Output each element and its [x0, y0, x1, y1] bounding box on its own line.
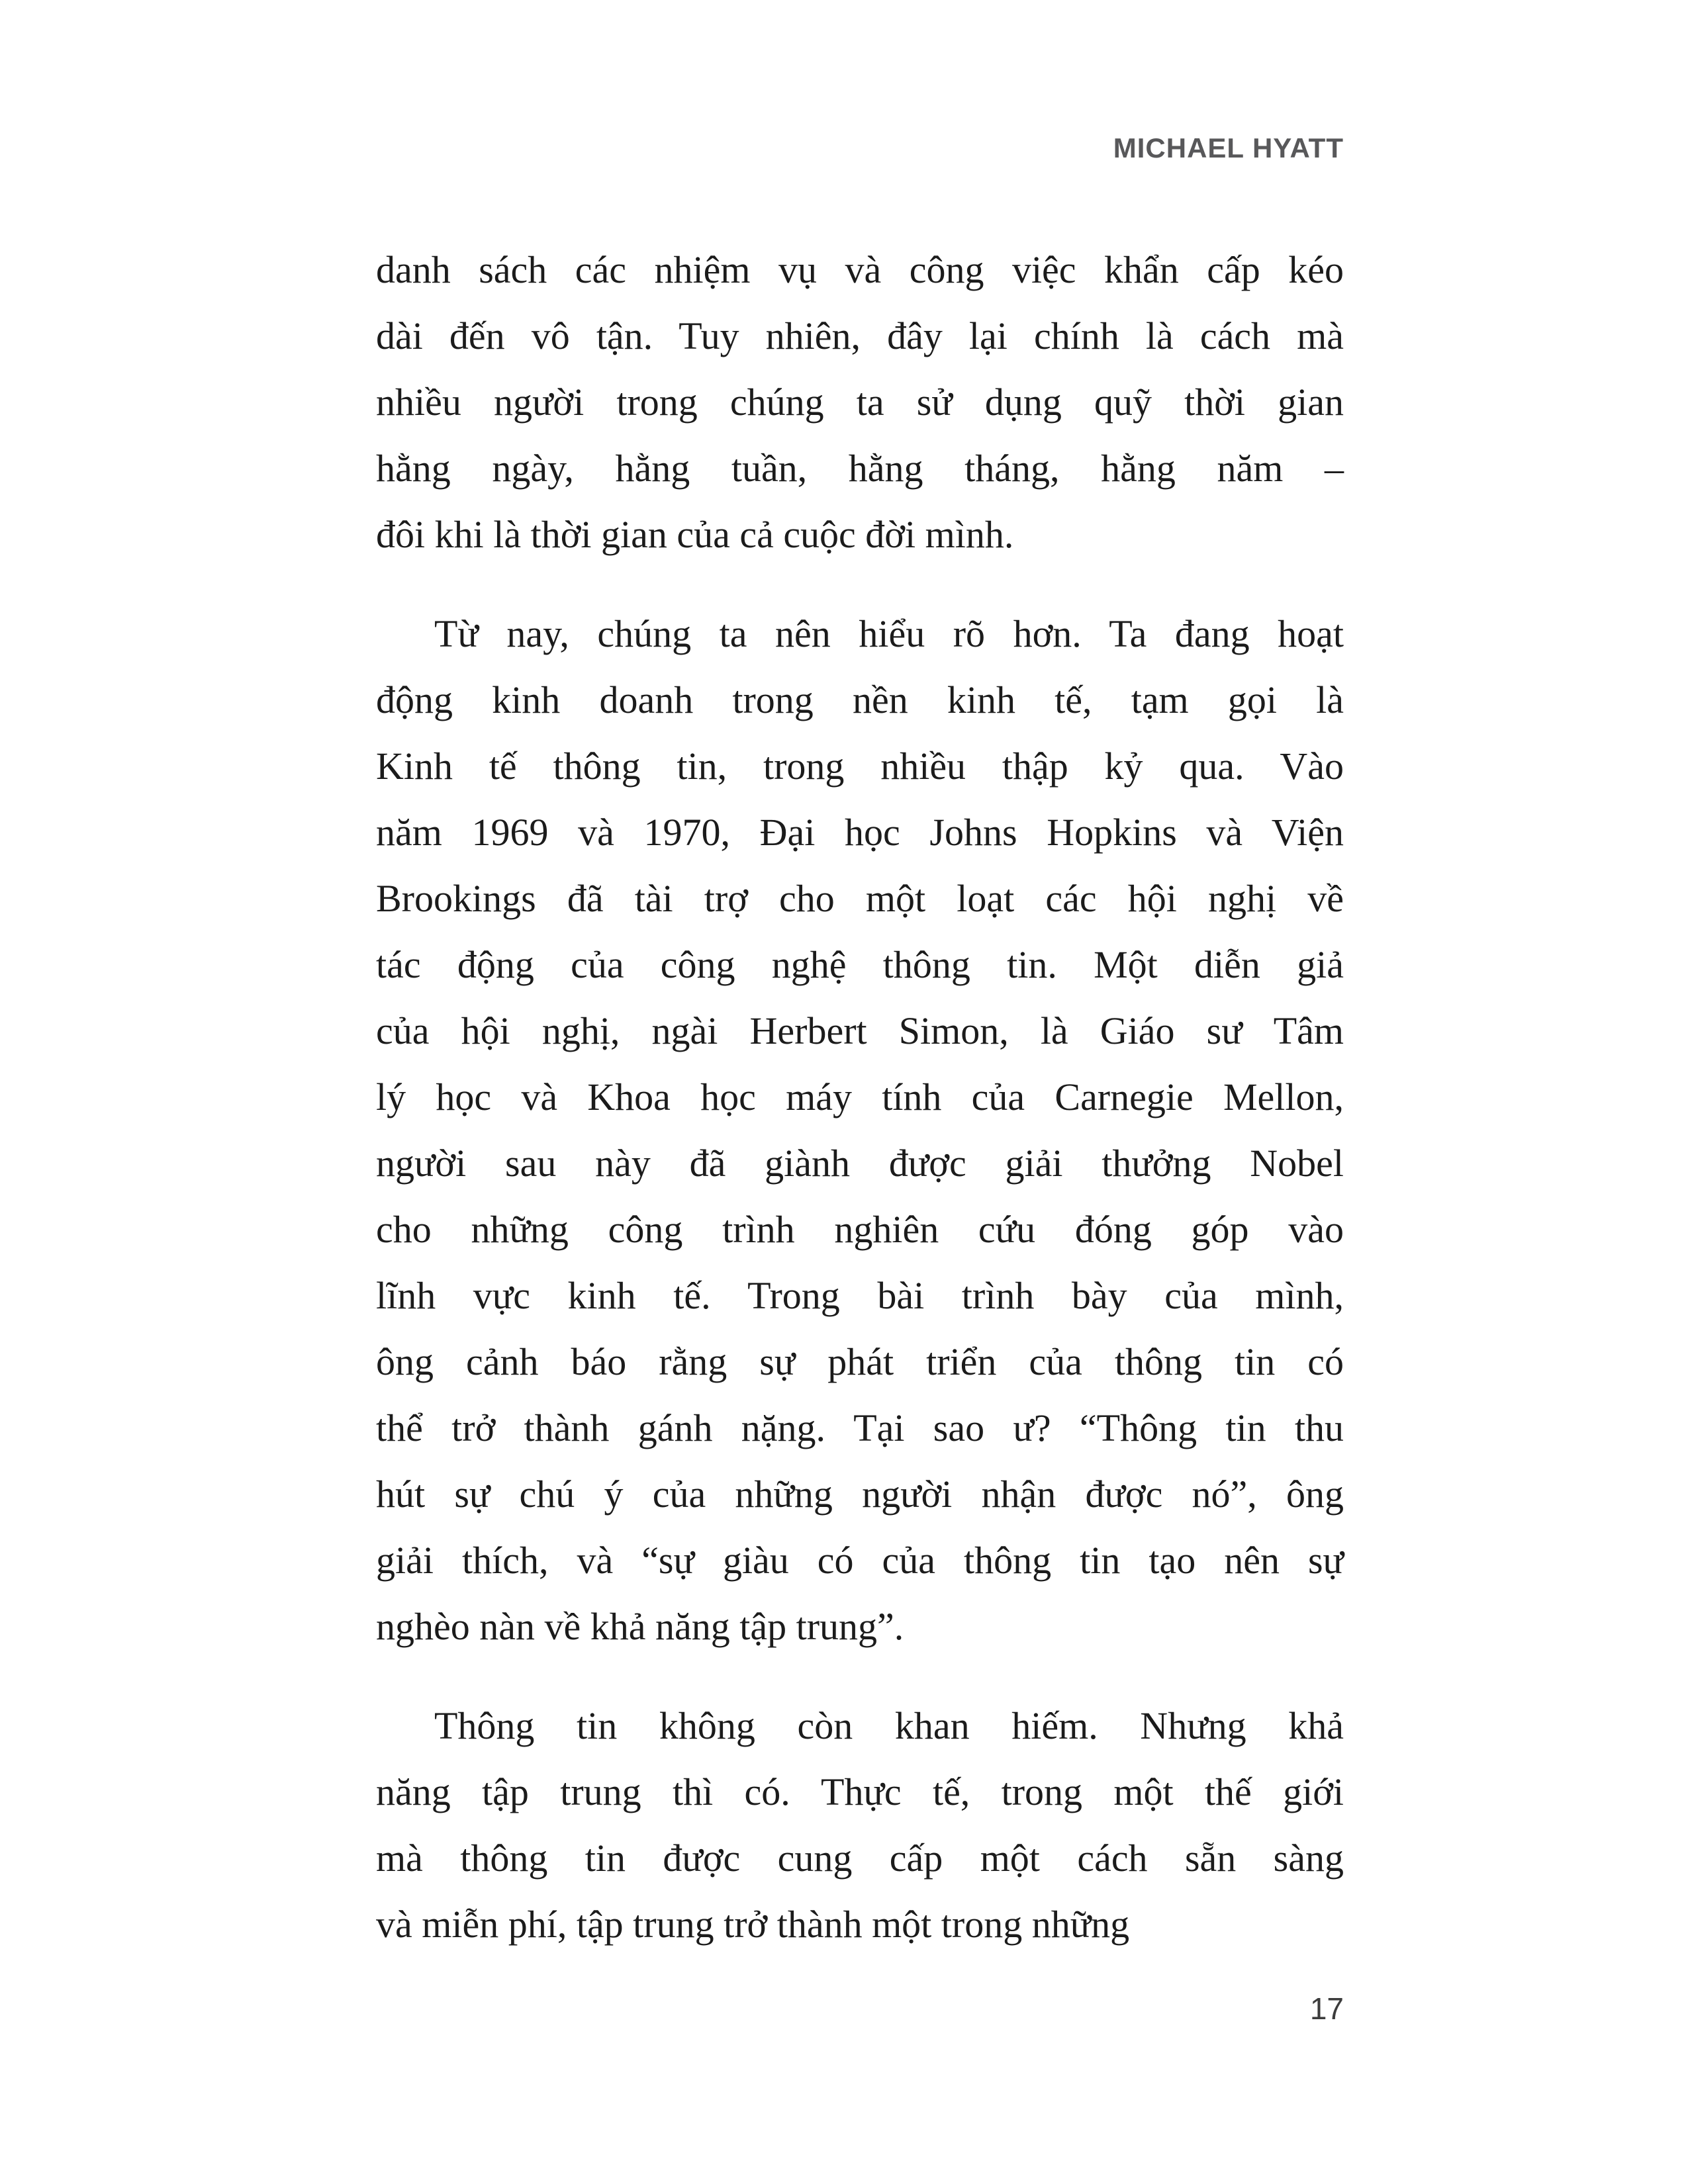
- text-line: Thông tin không còn khan hiếm. Nhưng khả: [434, 1704, 1344, 1747]
- paragraph: [376, 1693, 1344, 1958]
- text-line: lý học và Khoa học máy tính của Carnegie Mellon,: [376, 1075, 1344, 1118]
- text-line: năm 1969 và 1970, Đại học Johns Hopkins và Viện: [376, 811, 1344, 854]
- text-line: nghèo nàn về khả năng tập trung”.: [376, 1605, 904, 1648]
- running-header: MICHAEL HYATT: [1113, 132, 1344, 163]
- text-line: đôi khi là thời gian của cả cuộc đời mình.: [376, 513, 1014, 556]
- text-line: người sau này đã giành được giải thưởng Nobel: [376, 1142, 1344, 1185]
- body-text: [376, 237, 1344, 1958]
- page-number: 17: [1309, 1991, 1344, 2026]
- paragraph: [376, 601, 1344, 1660]
- text-line: nhiều người trong chúng ta sử dụng quỹ thời gian: [376, 381, 1344, 424]
- text-line: dài đến vô tận. Tuy nhiên, đây lại chính là cách mà: [376, 314, 1344, 357]
- text-line: thể trở thành gánh nặng. Tại sao ư? “Thông tin thu: [376, 1406, 1344, 1449]
- text-line: động kinh doanh trong nền kinh tế, tạm gọi là: [376, 678, 1344, 721]
- text-line: tác động của công nghệ thông tin. Một diễn giả: [376, 943, 1344, 986]
- text-line: cho những công trình nghiên cứu đóng góp vào: [376, 1208, 1344, 1251]
- text-line: Brookings đã tài trợ cho một loạt các hội nghị về: [376, 877, 1344, 920]
- text-line: ông cảnh báo rằng sự phát triển của thông tin có: [376, 1340, 1344, 1383]
- text-line: và miễn phí, tập trung trở thành một trong những: [376, 1903, 1130, 1946]
- text-line: danh sách các nhiệm vụ và công việc khẩn cấp kéo: [376, 248, 1344, 291]
- text-line: của hội nghị, ngài Herbert Simon, là Giáo sư Tâm: [376, 1009, 1344, 1052]
- text-line: hút sự chú ý của những người nhận được nó”, ông: [376, 1473, 1344, 1516]
- text-line: giải thích, và “sự giàu có của thông tin tạo nên sự: [376, 1539, 1344, 1582]
- text-line: mà thông tin được cung cấp một cách sẵn sàng: [376, 1837, 1344, 1880]
- text-line: Từ nay, chúng ta nên hiểu rõ hơn. Ta đang hoạt: [434, 612, 1344, 655]
- text-line: lĩnh vực kinh tế. Trong bài trình bày của mình,: [376, 1274, 1344, 1317]
- text-line: Kinh tế thông tin, trong nhiều thập kỷ qua. Vào: [376, 745, 1344, 788]
- text-line: năng tập trung thì có. Thực tế, trong một thế giới: [376, 1770, 1344, 1813]
- text-line: hằng ngày, hằng tuần, hằng tháng, hằng năm –: [376, 447, 1344, 490]
- paragraph: [376, 237, 1344, 568]
